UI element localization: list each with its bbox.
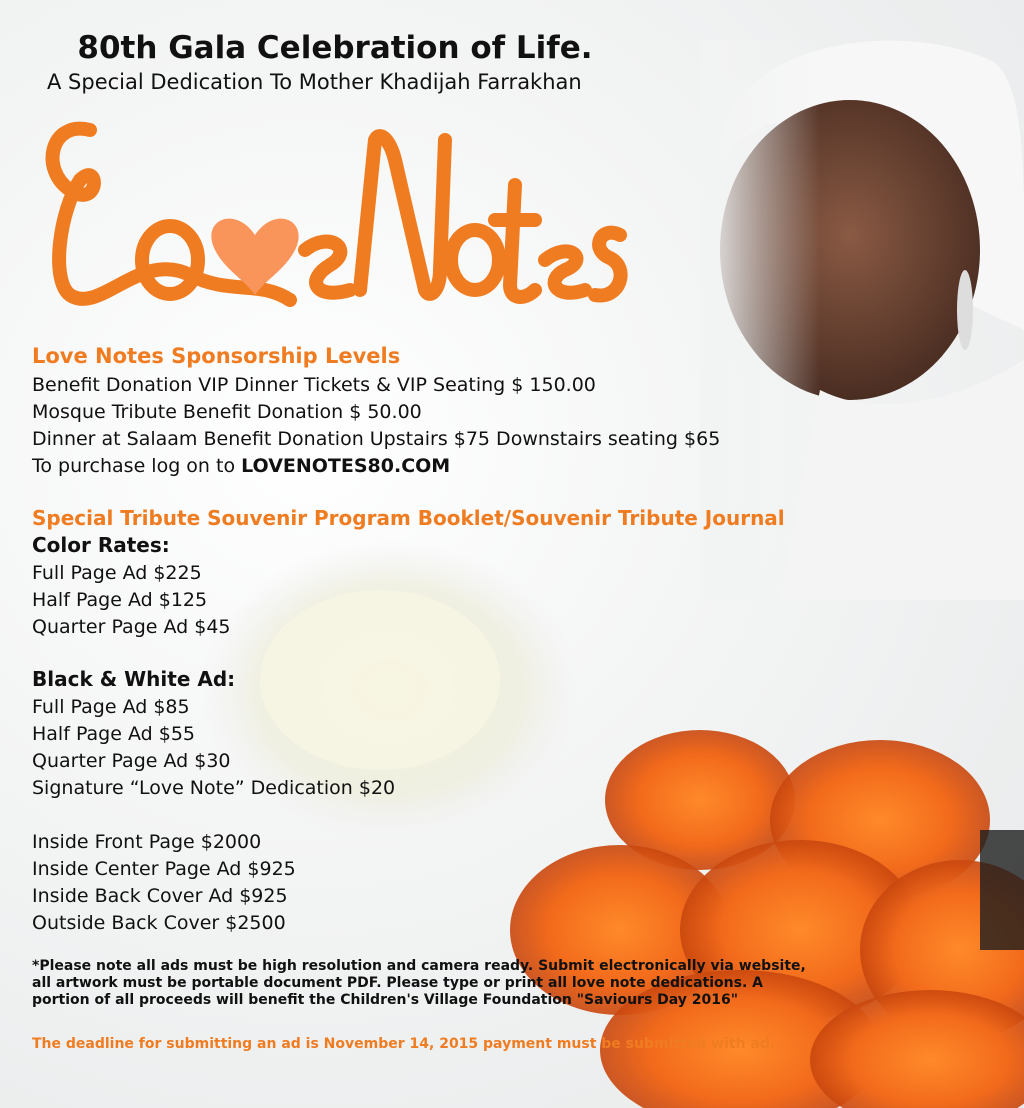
submission-note: *Please note all ads must be high resolution and camera ready. Submit electronically via website, all artwork must be portable document PDF. Please type or print all love note dedications. A portion of all proceeds will benefit the Children's Village Foundation "Saviours Day 2016" <box>32 958 806 1008</box>
sponsorship-line-1: Benefit Donation VIP Dinner Tickets & VIP Seating $ 150.00 <box>32 374 596 396</box>
bw-rates-label: Black & White Ad: <box>32 667 236 691</box>
purchase-url[interactable]: LOVENOTES80.COM <box>241 455 451 477</box>
color-rates-label: Color Rates: <box>32 533 170 557</box>
premium-rate-item: Inside Center Page Ad $925 <box>32 858 296 880</box>
premium-rate-item: Inside Back Cover Ad $925 <box>32 885 288 907</box>
sponsorship-heading: Love Notes Sponsorship Levels <box>32 344 401 368</box>
bw-rate-item: Quarter Page Ad $30 <box>32 750 231 772</box>
page-title: 80th Gala Celebration of Life. <box>77 30 593 66</box>
bw-rate-item: Half Page Ad $55 <box>32 723 196 745</box>
color-rate-item: Quarter Page Ad $45 <box>32 616 231 638</box>
color-rate-item: Full Page Ad $225 <box>32 562 202 584</box>
color-rate-item: Half Page Ad $125 <box>32 589 208 611</box>
sponsorship-line-3: Dinner at Salaam Benefit Donation Upstairs $75 Downstairs seating $65 <box>32 428 721 450</box>
page-subtitle: A Special Dedication To Mother Khadijah Farrakhan <box>47 70 582 94</box>
premium-rate-item: Outside Back Cover $2500 <box>32 912 286 934</box>
sponsorship-line-2: Mosque Tribute Benefit Donation $ 50.00 <box>32 401 422 423</box>
purchase-text: To purchase log on to <box>32 455 242 477</box>
love-notes-logo <box>30 100 630 345</box>
bw-rate-item: Full Page Ad $85 <box>32 696 190 718</box>
deadline-note: The deadline for submitting an ad is November 14, 2015 payment must be submitted with ad. <box>32 1036 776 1052</box>
booklet-heading: Special Tribute Souvenir Program Booklet/Souvenir Tribute Journal <box>32 506 785 530</box>
bw-rate-item: Signature “Love Note” Dedication $20 <box>32 777 396 799</box>
premium-rate-item: Inside Front Page $2000 <box>32 831 262 853</box>
purchase-line <box>32 453 450 480</box>
